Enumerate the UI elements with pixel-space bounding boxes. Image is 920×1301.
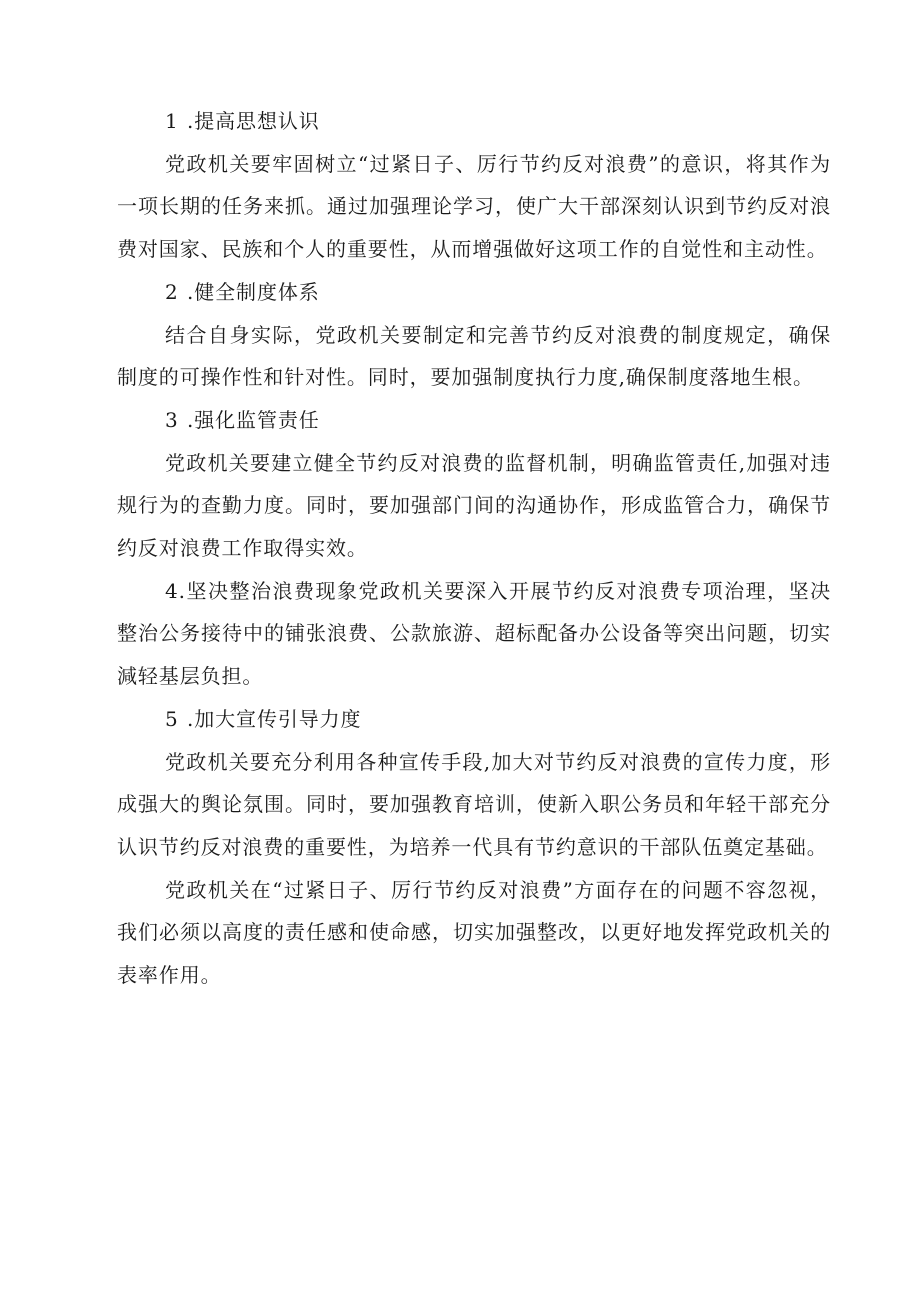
section-paragraph-5: 党政机关要充分利用各种宣传手段,加大对节约反对浪费的宣传力度，形成强大的舆论氛围。同时，要加强教育培训，使新入职公务员和年轻干部充分认识节约反对浪费的重要性，为培养一代具有节约意识的干部队伍奠定基础。 — [117, 749, 831, 859]
section-block-4 — [117, 570, 831, 698]
section-number: 4 — [165, 578, 179, 603]
section-title: .健全制度体系 — [187, 279, 320, 304]
section-heading-5 — [117, 698, 831, 741]
section-heading-1 — [117, 100, 831, 143]
section-title: .提高思想认识 — [187, 109, 320, 133]
section-title: .加大宣传引导力度 — [187, 706, 362, 731]
section-heading-2 — [117, 271, 831, 314]
section-title: .强化监管责任 — [187, 407, 320, 432]
section-paragraph-2: 结合自身实际，党政机关要制定和完善节约反对浪费的制度规定，确保制度的可操作性和针对性。同时，要加强制度执行力度,确保制度落地生根。 — [117, 322, 831, 390]
section-number: 1 — [165, 109, 179, 133]
section-paragraph-3: 党政机关要建立健全节约反对浪费的监督机制，明确监管责任,加强对违规行为的查勤力度。同时，要加强部门间的沟通协作，形成监管合力，确保节约反对浪费工作取得实效。 — [117, 450, 831, 561]
section-number: 3 — [165, 407, 179, 432]
section-number: 2 — [165, 279, 179, 304]
document-page — [117, 100, 831, 997]
section-number: 5 — [165, 706, 179, 731]
section-heading-3 — [117, 399, 831, 442]
conclusion-paragraph: 党政机关在“过紧日子、厉行节约反对浪费”方面存在的问题不容忽视，我们必须以高度的责任感和使命感，切实加强整改，以更好地发挥党政机关的表率作用。 — [117, 877, 831, 988]
section-paragraph-1: 党政机关要牢固树立“过紧日子、厉行节约反对浪费”的意识，将其作为一项长期的任务来抓。通过加强理论学习，使广大干部深刻认识到节约反对浪费对国家、民族和个人的重要性，从而增强做好这项工作的自觉性和主动性。 — [117, 151, 831, 262]
section-title: .坚决整治浪费现象党政机关要深入开展节约反对浪费专项治理，坚决整治公务接待中的铺张浪费、公款旅游、超标配备办公设备等突出问题，切实減轻基层负担。 — [117, 578, 831, 689]
